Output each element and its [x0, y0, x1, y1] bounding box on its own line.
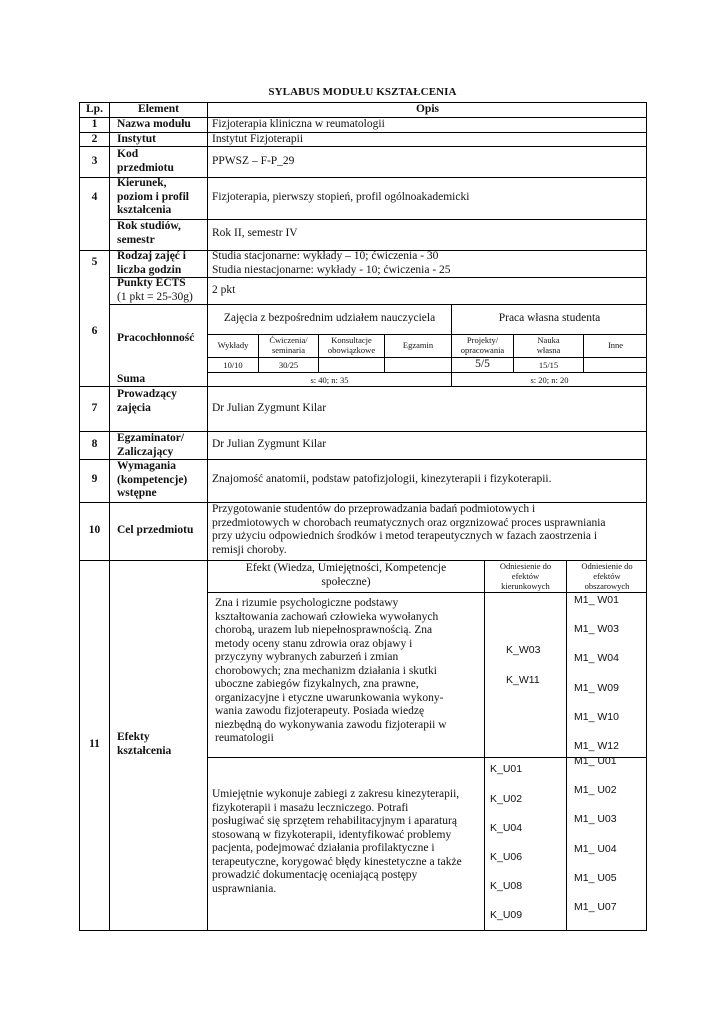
outcomes-knowledge-text: Zna i rizumie psychologiczne podstawy kształtowania zachowań człowieka wywołanych chorobą, urazem lub niepełnosprawnością. Zna metody oceny stanu zdrowia oraz objawy i przyczyny wybranych zaburzeń i zmian chorobowych; zna mechanizm działania i skutki uboczne zabiegów fizykalnych, zna prawne, organizacyjne i etyczne uwarunkowania wykony- wania zawodu fizjoterapeuty. Posiada wiedzę niezbędną do wykonywania zawodu fizjoterapii w reumatologii: [215, 597, 447, 744]
workload-own-header: Praca własna studenta: [498, 312, 601, 324]
knowledge-kier-1: K_W03: [506, 644, 541, 656]
row-year-label: Rok studiów, semestr: [117, 220, 181, 246]
row-1-value: Fizjoterapia kliniczna w reumatologii: [212, 118, 385, 130]
row-7-label: Prowadzący zajęcia: [117, 388, 177, 414]
workload-col-other: Inne: [607, 340, 624, 350]
row-10-value: Przygotowanie studentów do przeprowadzania badań podmiotowych i przedmiotowych w chorobach reumatycznych oraz orgznizować proces usprawniania przy użyciu odpowiednich środków i metod terapeutycznych w fazach zaostrzenia i remisji choroby.: [212, 503, 606, 556]
knowledge-obsz-4: M1_ W09: [574, 682, 619, 694]
workload-val-projects: 5/5: [475, 358, 490, 370]
skills-kier-6: K_U09: [490, 909, 523, 921]
row-4-lp: 4: [91, 191, 98, 203]
row-8-value: Dr Julian Zygmunt Kilar: [212, 438, 327, 450]
row-7-value: Dr Julian Zygmunt Kilar: [212, 402, 327, 414]
row-3-value: PPWSZ – F-P_29: [212, 155, 295, 167]
knowledge-obsz-5: M1_ W10: [574, 711, 619, 723]
skills-obsz-6: M1_ U07: [574, 901, 617, 913]
row-7-lp: 7: [91, 402, 98, 414]
workload-col-consultations: Konsultacje obowiązkowe: [327, 335, 376, 355]
header-lp: Lp.: [86, 103, 103, 115]
workload-col-exam: Egzamin: [402, 340, 434, 350]
document-title: SYLABUS MODUŁU KSZTAŁCENIA: [268, 86, 457, 98]
outcomes-label: Efekty kształcenia: [117, 731, 172, 757]
workload-label: Pracochłonność: [117, 332, 195, 344]
row-5-lp: 5: [91, 256, 98, 268]
row-5-value: Studia stacjonarne: wykłady – 10; ćwiczenia - 30 Studia niestacjonarne: wykłady - 10; ćwiczenia - 25: [212, 250, 451, 276]
workload-val-self-study: 15/15: [538, 360, 559, 370]
knowledge-obsz-1: M1_ W01: [574, 594, 619, 606]
row-8-lp: 8: [91, 438, 98, 450]
knowledge-obsz-6: M1_ W12: [574, 740, 619, 752]
row-2-label: Instytut: [117, 133, 156, 145]
row-ects-label: Punkty ECTS: [117, 277, 186, 289]
skills-kier-2: K_U02: [490, 793, 523, 805]
workload-col-projects: Projekty/ opracowania: [460, 335, 505, 355]
row-9-value: Znajomość anatomii, podstaw patofizjologii, kinezyterapii i fizykoterapii.: [212, 473, 552, 485]
row-10-lp: 10: [88, 524, 101, 536]
skills-obsz-2: M1_ U02: [574, 784, 617, 796]
knowledge-obsz-2: M1_ W03: [574, 623, 619, 635]
row-2-lp: 2: [91, 133, 98, 145]
skills-obsz-3: M1_ U03: [574, 813, 617, 825]
skills-kier-5: K_U08: [490, 880, 523, 892]
outcomes-col-kier: Odniesienie do efektów kierunkowych: [499, 561, 552, 591]
workload-val-lectures: 10/10: [223, 360, 243, 370]
row-6-lp: 6: [91, 325, 98, 337]
row-year-value: Rok II, semestr IV: [212, 227, 298, 239]
workload-val-exercises: 30/25: [278, 360, 299, 370]
outcomes-skills-text: Umiejętnie wykonuje zabiegi z zakresu kinezyterapii, fizykoterapii i masażu leczniczego. Potrafi posługiwać się sprzętem rehabilitacyjnym i aparaturą stosowaną w fizykoterapii, identyfikować problemy pacjenta, podejmować działania profilaktyczne i terapeutyczne, korygować błędy kinestetyczne a także prowadzić dokumentację oceniającą postępy usprawniania.: [212, 788, 462, 895]
workload-sum-own: s: 20; n: 20: [530, 375, 569, 385]
header-element: Element: [138, 103, 179, 115]
workload-col-exercises: Ćwiczenia/ seminaria: [269, 335, 308, 355]
workload-col-lectures: Wykłady: [217, 340, 249, 350]
skills-obsz-1: M1_ U01: [574, 755, 617, 767]
knowledge-obsz-3: M1_ W04: [574, 652, 619, 664]
row-3-lp: 3: [91, 155, 98, 167]
skills-obsz-5: M1_ U05: [574, 872, 617, 884]
row-2-value: Instytut Fizjoterapii: [212, 133, 304, 145]
skills-kier-3: K_U04: [490, 822, 523, 834]
row-5-label: Rodzaj zajęć i liczba godzin: [117, 250, 186, 276]
skills-kier-4: K_U06: [490, 851, 523, 863]
row-9-lp: 9: [91, 473, 98, 485]
workload-sum-direct: s: 40; n: 35: [310, 375, 349, 385]
row-9-label: Wymagania (kompetencje) wstępne: [117, 460, 188, 499]
row-10-label: Cel przedmiotu: [117, 524, 194, 536]
row-1-lp: 1: [91, 118, 98, 130]
row-4-value: Fizjoterapia, pierwszy stopień, profil ogólnoakademicki: [212, 191, 470, 203]
skills-obsz-4: M1_ U04: [574, 843, 617, 855]
header-opis: Opis: [415, 103, 439, 115]
row-ects-sublabel: (1 pkt = 25-30g): [117, 291, 193, 303]
row-3-label: Kod przedmiotu: [117, 148, 174, 174]
row-11-lp: 11: [89, 738, 100, 750]
workload-col-self-study: Nauka własna: [536, 335, 561, 355]
workload-sum-label: Suma: [117, 373, 146, 385]
row-4-label: Kierunek, poziom i profil kształcenia: [117, 177, 189, 216]
skills-kier-1: K_U01: [490, 763, 523, 775]
outcomes-col-effect: Efekt (Wiedza, Umiejętności, Kompetencje społeczne): [245, 562, 447, 588]
outcomes-col-obsz: Odniesienie do efektów obszarowych: [581, 561, 633, 591]
row-ects-value: 2 pkt: [212, 284, 236, 296]
row-8-label: Egzaminator/ Zaliczający: [117, 432, 185, 458]
workload-direct-header: Zajęcia z bezpośrednim udziałem nauczyciela: [223, 312, 436, 324]
row-1-label: Nazwa modułu: [117, 118, 191, 130]
knowledge-kier-2: K_W11: [506, 674, 540, 686]
